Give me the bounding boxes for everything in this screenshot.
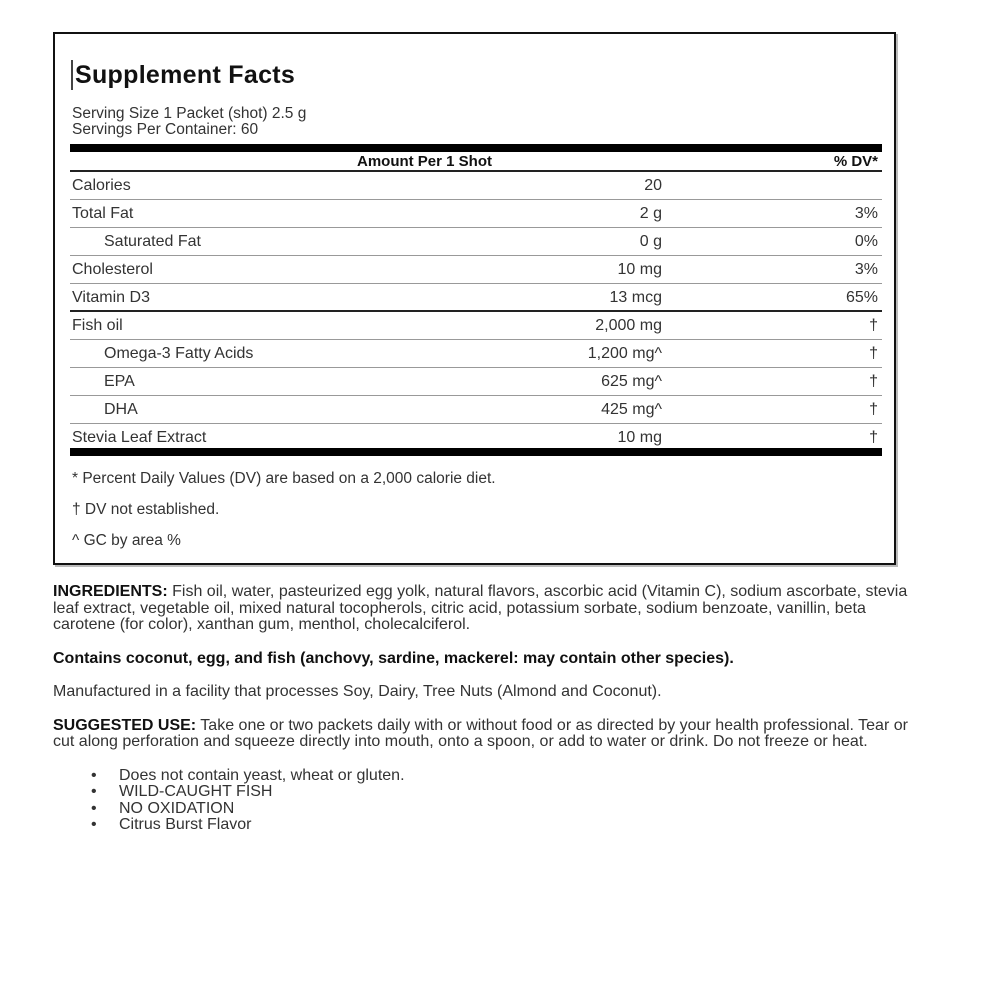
nutrient-dv: 65%: [845, 289, 878, 306]
table-row: [70, 312, 882, 340]
allergen-statement: Contains coconut, egg, and fish (anchovy, sardine, mackerel: may contain other species).: [53, 649, 734, 667]
servings-per-container: Servings Per Container: 60: [72, 121, 259, 138]
ingredients-paragraph: [53, 584, 913, 634]
list-item: • Does not contain yeast, wheat or gluten.: [119, 768, 913, 785]
serving-size: Serving Size 1 Packet (shot) 2.5 g: [72, 105, 307, 122]
feature-list: [53, 768, 913, 834]
nutrient-name: Stevia Leaf Extract: [72, 429, 207, 446]
table-header: [70, 152, 882, 172]
nutrient-amount: 2 g: [639, 205, 662, 222]
suggested-use-text: Take one or two packets daily with or without food or as directed by your health professional. Tear or cut along perforation and squeeze directly into mouth, onto a spoon, or add to water or drink. Do not freeze or heat.: [53, 716, 908, 750]
nutrient-amount: 625 mg^: [601, 373, 662, 390]
table-row: [70, 340, 882, 368]
nutrient-name: Cholesterol: [72, 261, 153, 278]
suggested-use-paragraph: [53, 718, 913, 751]
nutrient-dv: †: [869, 345, 878, 362]
table-row: [70, 368, 882, 396]
nutrient-name: Fish oil: [72, 317, 123, 334]
nutrient-amount: 20: [644, 177, 662, 194]
label-body-text: [53, 584, 913, 834]
nutrient-dv: 3%: [854, 205, 878, 222]
nutrient-name: Calories: [72, 177, 131, 194]
panel-title: Supplement Facts: [71, 60, 295, 90]
facility-notice: Manufactured in a facility that processes Soy, Dairy, Tree Nuts (Almond and Coconut).: [53, 683, 662, 700]
footnote-dv: * Percent Daily Values (DV) are based on a 2,000 calorie diet.: [72, 470, 496, 487]
suggested-use-label: SUGGESTED USE:: [53, 716, 197, 734]
nutrient-name: EPA: [104, 373, 135, 390]
serving-info: [72, 106, 306, 138]
nutrient-amount: 10 mg: [617, 261, 662, 278]
nutrient-amount: 13 mcg: [609, 289, 662, 306]
table-row: [70, 228, 882, 256]
footnotes: [72, 470, 496, 563]
thick-divider-bottom: [70, 448, 882, 456]
table-row: [70, 200, 882, 228]
nutrient-name: DHA: [104, 401, 138, 418]
nutrient-name: Omega-3 Fatty Acids: [104, 345, 254, 362]
table-row: [70, 256, 882, 284]
nutrient-dv: 0%: [854, 233, 878, 250]
nutrient-dv: †: [869, 317, 878, 334]
ingredients-text: Fish oil, water, pasteurized egg yolk, natural flavors, ascorbic acid (Vitamin C), sodium ascorbate, stevia leaf extract, vegetable oil, mixed natural tocopherols, citric acid, potassium sorbate, sodium benzoate, vanillin, beta carotene (for color), xanthan gum, menthol, cholecalciferol.: [53, 583, 908, 633]
nutrient-amount: 2,000 mg: [595, 317, 662, 334]
nutrient-amount: 425 mg^: [601, 401, 662, 418]
footnote-dagger: † DV not established.: [72, 501, 220, 518]
nutrient-name: Total Fat: [72, 205, 134, 222]
list-item: • NO OXIDATION: [119, 801, 913, 818]
header-dv: % DV*: [833, 153, 878, 170]
nutrient-dv: †: [869, 429, 878, 446]
header-amount: Amount Per 1 Shot: [356, 153, 492, 170]
nutrient-amount: 10 mg: [617, 429, 662, 446]
table-row: [70, 284, 882, 312]
table-row: [70, 396, 882, 424]
nutrient-dv: †: [869, 373, 878, 390]
list-item: • WILD-CAUGHT FISH: [119, 784, 913, 801]
footnote-gc: ^ GC by area %: [72, 532, 181, 549]
thick-divider-top: [70, 144, 882, 152]
nutrient-table: [70, 172, 882, 452]
nutrient-amount: 1,200 mg^: [587, 345, 662, 362]
nutrient-name: Vitamin D3: [72, 289, 150, 306]
nutrient-dv: †: [869, 401, 878, 418]
nutrient-amount: 0 g: [639, 233, 662, 250]
nutrient-name: Saturated Fat: [104, 233, 201, 250]
table-row: [70, 172, 882, 200]
nutrient-dv: 3%: [854, 261, 878, 278]
ingredients-label: INGREDIENTS:: [53, 583, 168, 600]
supplement-facts-panel: [53, 32, 896, 565]
list-item: • Citrus Burst Flavor: [119, 817, 913, 834]
